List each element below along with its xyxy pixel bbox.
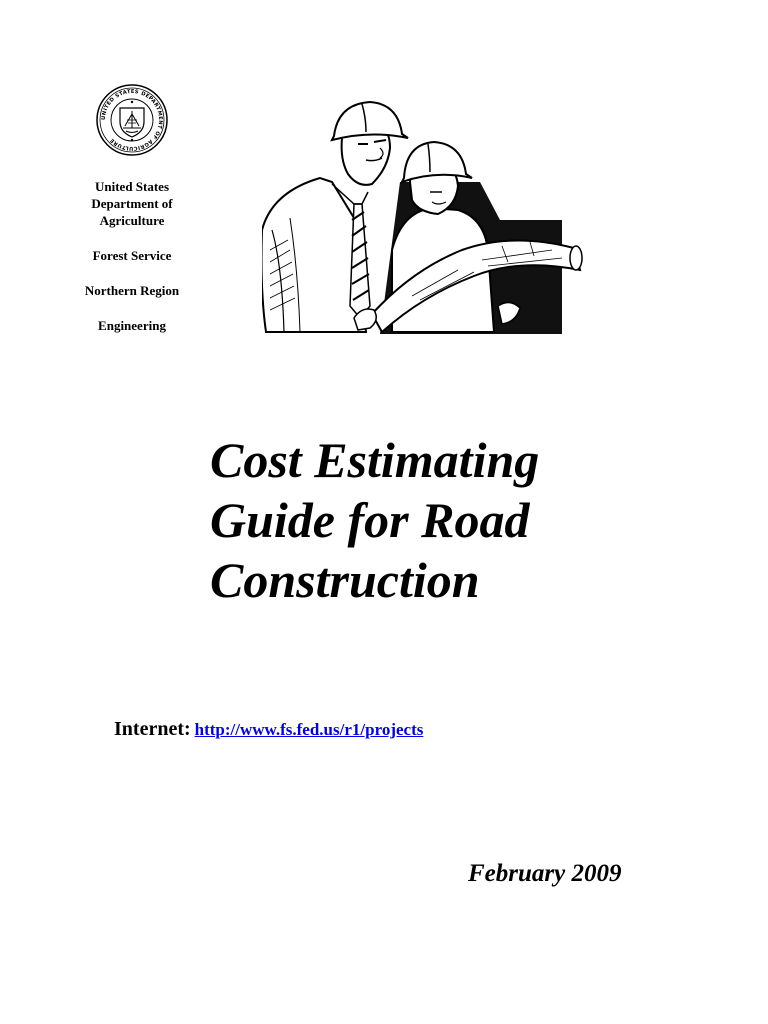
- engineers-with-blueprints-illustration: [262, 100, 586, 336]
- title-line-3: Construction: [210, 552, 480, 608]
- agency-division: Engineering: [98, 318, 166, 333]
- seal-ring-text: UNITED STATES DEPARTMENT OF AGRICULTURE: [100, 88, 164, 152]
- agency-name: United States Department of Agriculture: [91, 179, 173, 228]
- publication-date: February 2009: [468, 860, 622, 887]
- agency-region: Northern Region: [84, 283, 180, 298]
- usda-seal-icon: [96, 84, 168, 156]
- document-title: [210, 430, 730, 610]
- internet-label: Internet:: [114, 718, 191, 740]
- internet-line: [114, 718, 423, 741]
- agency-service: Forest Service: [92, 248, 172, 263]
- title-line-1: Cost Estimating: [210, 432, 540, 488]
- agency-block: [60, 178, 204, 334]
- title-line-2: Guide for Road: [210, 492, 530, 548]
- internet-url-link[interactable]: http://www.fs.fed.us/r1/projects: [194, 720, 424, 739]
